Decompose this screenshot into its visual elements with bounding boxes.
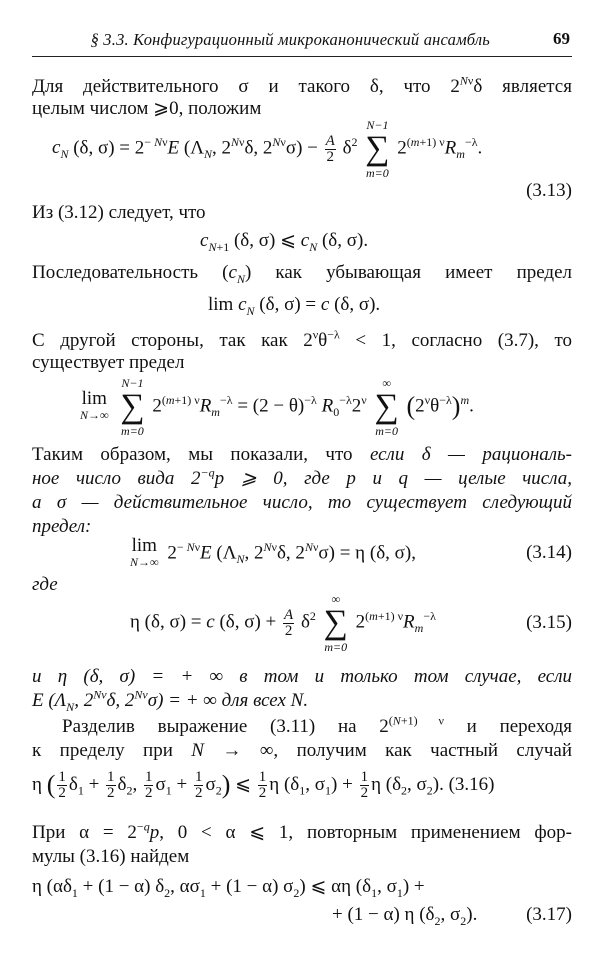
text-line-3: Из (3.12) следует, что: [32, 202, 206, 223]
text-line-13: Разделив выражение (3.11) на $2^{(N+1) \nu}$ и переходя: [62, 713, 572, 737]
formula-monotone: $c_{N+1}$ (δ, σ) ⩽ $c_N$ (δ, σ).: [200, 230, 369, 254]
text-line-15: При $\alpha = 2^{-q}p$, 0 < α ⩽ 1, повторным применением фор-: [32, 819, 573, 843]
header-title: § 3.3. Конфигурационный микроканонический ансамбль: [90, 30, 490, 49]
formula-series-limit: lim N→∞ N−1 ∑ m=0 $2^{(m+1) \nu}R_m^{-\lambda} = (2 - \theta)^{-\lambda}$ $R_0^{-\lambda}2^\nu$ ∞ ∑ m=0 $(2^\nu\theta^{-\lambda})^m$.: [80, 376, 474, 438]
text-line-7: Таким образом, мы показали, что если δ — рациональ-: [32, 444, 573, 465]
equation-number-3-15: (3.15): [526, 612, 572, 633]
formula-limit-c: $\lim c_N$ (δ, σ) = c (δ, σ).: [208, 294, 381, 318]
running-header: [32, 30, 572, 57]
equation-number-3-17: (3.17): [526, 904, 572, 925]
text-line-where: где: [32, 574, 58, 595]
text-line-16: мулы (3.16) найдем: [32, 846, 190, 867]
formula-3-13: $c_N$ (δ, $\sigma) = 2^{- N\nu}E$ ($\Lambda_N$, $2^{N\nu}\delta$, $2^{N\nu}\sigma$) − $\frac{A}{2}$ $\delta^2$ N−1 ∑ m=0 $2^{(m+1) \nu}R_m^{-\lambda}$.: [52, 118, 483, 180]
text-line-1: Для действительного σ и такого δ, что $2^{N\nu}\delta$ является: [32, 73, 572, 97]
formula-3-14: lim N→∞ $2^{- N\nu}E$ ($\Lambda_N$, $2^{N\nu}\delta$, $2^{N\nu}\sigma) = \eta$ (δ, σ),: [130, 535, 416, 569]
equation-number-3-14: (3.14): [526, 542, 572, 563]
text-line-11: и η (δ, σ) = + ∞ в том и только том случае, если: [32, 666, 572, 687]
formula-3-15: η (δ, σ) = c (δ, σ) + $\frac{A}{2}$ $\delta^2$ ∞ ∑ m=0 $2^{(m+1) \nu}R_m^{-\lambda}$: [130, 592, 436, 654]
text-line-10: предел:: [32, 516, 92, 537]
text-line-6: существует предел: [32, 352, 185, 373]
text-line-12: E ($\Lambda_N$, $2^{N\nu}\delta$, $2^{N\nu}\sigma$) = + ∞ для всех N.: [32, 687, 309, 714]
formula-3-17-line-2: + (1 − α) η ($\delta_2$, $\sigma_2$).: [332, 904, 478, 928]
text-line-14: к пределу при N → ∞, получим как частный случай: [32, 740, 573, 761]
page-number: 69: [553, 29, 570, 48]
text-line-2: целым числом ⩾0, положим: [32, 98, 262, 119]
text-line-4: Последовательность $(c_N)$ как убывающая имеет предел: [32, 262, 573, 286]
formula-3-17-line-1: η ($\alpha\delta_1 + (1 - \alpha)$ $\delta_2$, $\alpha\sigma_1 + (1 - \alpha)$ $\sigma_2$) ⩽ αη ($\delta_1$, $\sigma_1$) +: [32, 876, 425, 900]
text-line-9: а σ — действительное число, то существует следующий: [32, 492, 572, 513]
equation-number-3-16: (3.16): [448, 773, 495, 795]
text-line-5: С другой стороны, так как $2^\nu\theta^{-\lambda} < 1$, согласно (3.7), то: [32, 327, 572, 351]
formula-3-16: η ( $\frac{1}{2}$ $\delta_1$ + $\frac{1}{2}$ $\delta_2$, $\frac{1}{2}$ $\sigma_1$ + $\frac{1}{2}$ $\sigma_2$) ⩽ $\frac{1}{2}$ η ($\delta_1$, $\sigma_1$) + $\frac{1}{2}$ η ($\delta_2$, $\sigma_2$). (3.16): [32, 769, 495, 801]
text-line-8: ное число вида $2^{-q}p$ ⩾ 0, где p и q — целые числа,: [32, 465, 572, 489]
equation-number-3-13: (3.13): [526, 180, 572, 201]
